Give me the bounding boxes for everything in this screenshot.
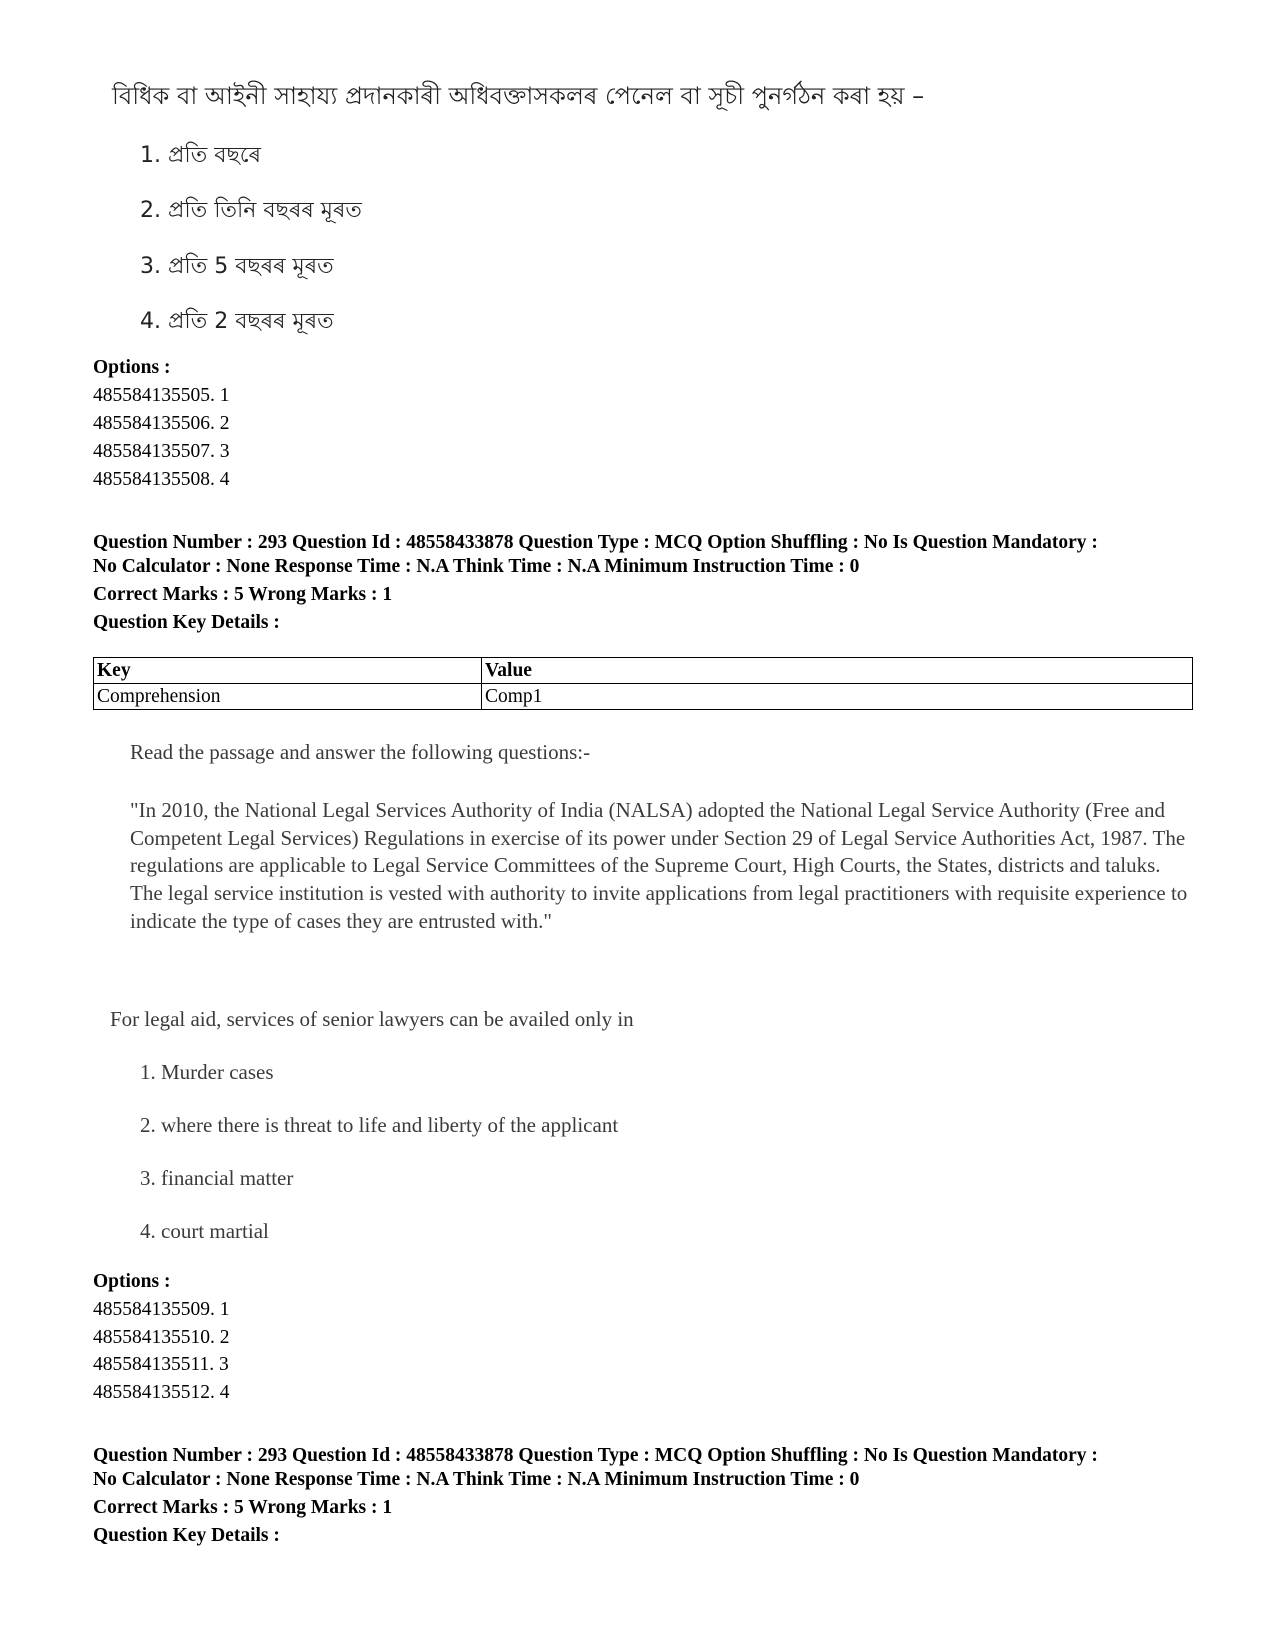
table-header: Key [94,658,482,684]
option-item: 485584135507. 3 [93,441,230,462]
choice-item: 1. প্ৰতি বছৰে [140,143,262,168]
key-details-label: Question Key Details : [93,1525,280,1546]
choice-item: 2. where there is threat to life and liberty of the applicant [140,1113,619,1137]
option-item: 485584135505. 1 [93,385,230,406]
options-label: Options : [93,1271,171,1292]
question-meta: Question Number : 293 Question Id : 48558433878 Question Type : MCQ Option Shuffling : No Is Question Mandatory : [93,532,1098,553]
table-header: Value [482,658,1193,684]
option-item: 485584135506. 2 [93,413,230,434]
option-item: 485584135509. 1 [93,1299,230,1320]
question-meta: Question Number : 293 Question Id : 48558433878 Question Type : MCQ Option Shuffling : No Is Question Mandatory : [93,1445,1098,1466]
choice-item: 4. প্ৰতি 2 বছৰৰ মূৰত [140,309,334,334]
option-item: 485584135510. 2 [93,1327,230,1348]
choice-item: 1. Murder cases [140,1060,274,1084]
marks-line: Correct Marks : 5 Wrong Marks : 1 [93,1497,393,1518]
marks-line: Correct Marks : 5 Wrong Marks : 1 [93,584,393,605]
option-item: 485584135511. 3 [93,1354,229,1375]
table-cell: Comp1 [482,684,1193,710]
choice-item: 3. প্ৰতি 5 বছৰৰ মূৰত [140,254,334,279]
choice-item: 4. court martial [140,1219,269,1243]
passage-text: "In 2010, the National Legal Services Authority of India (NALSA) adopted the National Legal Service Authority (Free and Competent Legal Services) Regulations in exercise of its power under Section 29 of Legal Service Authorities Act, 1987. The regulations are applicable to Legal Service Committees of the Supreme Court, High Courts, the States, districts and taluks. The legal service institution is vested with authority to invite applications from legal practitioners with requisite experience to indicate the type of cases they are entrusted with." [130,798,1188,933]
question-meta: No Calculator : None Response Time : N.A Think Time : N.A Minimum Instruction Time : 0 [93,556,860,577]
question-text: For legal aid, services of senior lawyers can be availed only in [110,1007,634,1031]
key-details-label: Question Key Details : [93,612,280,633]
instruction-text: Read the passage and answer the following questions:- [130,740,591,764]
option-item: 485584135512. 4 [93,1382,230,1403]
question-text: বিধিক বা আইনী সাহায্য প্ৰদানকাৰী অধিবক্তাসকলৰ পেনেল বা সূচী পুনৰ্গঠন কৰা হয় – [112,82,925,110]
table-cell: Comprehension [94,684,482,710]
key-details-table [93,657,1193,710]
options-label: Options : [93,357,171,378]
option-item: 485584135508. 4 [93,469,230,490]
question-meta: No Calculator : None Response Time : N.A Think Time : N.A Minimum Instruction Time : 0 [93,1469,860,1490]
choice-item: 3. financial matter [140,1166,294,1190]
choice-item: 2. প্ৰতি তিনি বছৰৰ মূৰত [140,198,362,223]
table-row [94,684,1193,710]
table-header-row [94,658,1193,684]
